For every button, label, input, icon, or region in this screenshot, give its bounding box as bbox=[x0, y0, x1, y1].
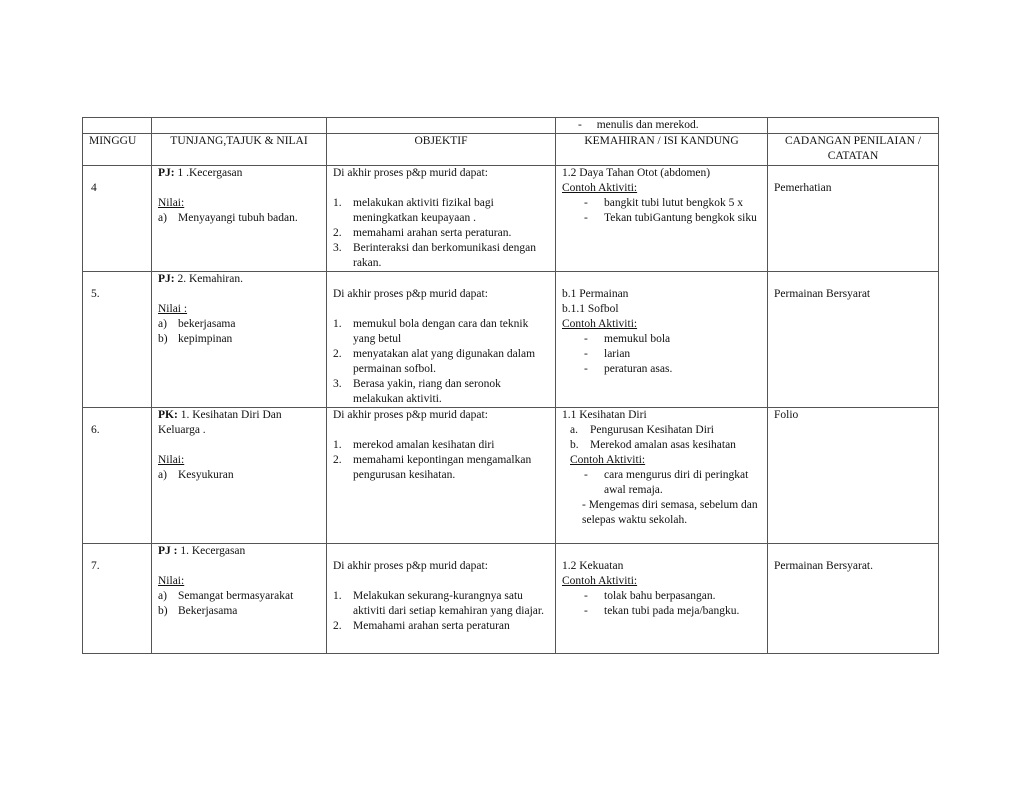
objective-item bbox=[333, 377, 549, 407]
skill-sub-item-number: b. bbox=[570, 439, 579, 451]
week-number: 5. bbox=[91, 288, 100, 300]
objective-item-text: merekod amalan kesihatan diri bbox=[353, 439, 495, 451]
objective-item-number: 2. bbox=[333, 454, 342, 466]
nilai-label: Nilai : bbox=[158, 303, 188, 315]
activity-item-text: tolak bahu berpasangan. bbox=[604, 590, 716, 602]
skill-line: b.1 Permainan bbox=[562, 288, 629, 300]
objective-item-text: Berinteraksi dan berkomunikasi dengan rakan. bbox=[353, 242, 536, 269]
activity-item-number: - bbox=[584, 348, 588, 360]
week-cell bbox=[83, 408, 152, 544]
skill-line: 1.2 Daya Tahan Otot (abdomen) bbox=[562, 167, 711, 179]
lesson-plan-table bbox=[82, 117, 939, 654]
skill-sub-list bbox=[562, 423, 761, 453]
activity-item-text: larian bbox=[604, 348, 631, 360]
activity-item-text: memukul bola bbox=[604, 333, 671, 345]
header-kemahiran: KEMAHIRAN / ISI KANDUNG bbox=[556, 134, 768, 166]
spacer bbox=[774, 272, 932, 287]
spacer bbox=[158, 559, 320, 574]
spacer bbox=[158, 438, 320, 453]
activity-item bbox=[562, 211, 761, 226]
skill-line: b.1.1 Sofbol bbox=[562, 303, 619, 315]
activity-item bbox=[562, 589, 761, 604]
activity-item-number: - bbox=[584, 197, 588, 209]
nilai-item bbox=[158, 332, 320, 347]
objective-list bbox=[333, 196, 549, 271]
nilai-item bbox=[158, 589, 320, 604]
activity-item bbox=[562, 362, 761, 377]
spacer bbox=[158, 181, 320, 196]
topic-tag: PK: bbox=[158, 409, 178, 421]
objective-item-text: memukul bola dengan cara dan teknik yang betul bbox=[353, 318, 529, 345]
skill-line: 1.1 Kesihatan Diri bbox=[562, 409, 647, 421]
topic-tag: PJ: bbox=[158, 273, 175, 285]
skill-sub-item-number: a. bbox=[570, 424, 578, 436]
topic-cell bbox=[152, 166, 327, 272]
assessment-text: Permainan Bersyarat bbox=[774, 288, 871, 300]
objective-item bbox=[333, 347, 549, 377]
header-minggu: MINGGU bbox=[83, 134, 152, 166]
activity-item-number: - bbox=[584, 590, 588, 602]
objective-item-number: 1. bbox=[333, 318, 342, 330]
objective-item-number: 3. bbox=[333, 242, 342, 254]
header-tunjang: TUNJANG,TAJUK & NILAI bbox=[152, 134, 327, 166]
skill-cell bbox=[556, 272, 768, 408]
objective-intro: Di akhir proses p&p murid dapat: bbox=[333, 288, 488, 300]
activity-item bbox=[562, 604, 761, 619]
cont-text: menulis dan merekod. bbox=[596, 119, 699, 131]
objective-cell bbox=[327, 544, 556, 654]
nilai-item-text: Kesyukuran bbox=[178, 469, 234, 481]
objective-item-number: 1. bbox=[333, 439, 342, 451]
activity-list bbox=[562, 332, 761, 377]
table-body bbox=[83, 166, 939, 654]
table-row bbox=[83, 272, 939, 408]
table-row bbox=[83, 544, 939, 654]
skill-cell bbox=[556, 166, 768, 272]
objective-item-text: Berasa yakin, riang dan seronok melakukan aktiviti. bbox=[353, 378, 501, 405]
activity-item-number: - bbox=[584, 333, 588, 345]
activity-item-text: cara mengurus diri di peringkat awal remaja. bbox=[604, 469, 749, 496]
spacer bbox=[774, 544, 932, 559]
activity-item-number: - bbox=[584, 212, 588, 224]
activity-item-text: peraturan asas. bbox=[604, 363, 673, 375]
nilai-item-text: kepimpinan bbox=[178, 333, 233, 345]
objective-item-text: menyatakan alat yang digunakan dalam permainan sofbol. bbox=[353, 348, 536, 375]
nilai-item-number: b) bbox=[158, 605, 168, 617]
objective-item bbox=[333, 619, 549, 634]
objective-item bbox=[333, 226, 549, 241]
nilai-list bbox=[158, 468, 320, 483]
nilai-item bbox=[158, 317, 320, 332]
objective-intro: Di akhir proses p&p murid dapat: bbox=[333, 167, 488, 179]
objective-item-number: 2. bbox=[333, 620, 342, 632]
nilai-item-number: a) bbox=[158, 212, 167, 224]
objective-item-text: memahami arahan serta peraturan. bbox=[353, 227, 512, 239]
objective-item-number: 2. bbox=[333, 348, 342, 360]
activity-extra: - Mengemas diri semasa, sebelum dan selepas waktu sekolah. bbox=[582, 499, 758, 526]
spacer bbox=[333, 272, 549, 287]
objective-item-number: 2. bbox=[333, 227, 342, 239]
activity-list bbox=[562, 196, 761, 226]
cont-cell-4 bbox=[556, 118, 768, 134]
week-number: 6. bbox=[91, 424, 100, 436]
assessment-text: Pemerhatian bbox=[774, 182, 832, 194]
activity-item-text: Tekan tubiGantung bengkok siku bbox=[604, 212, 757, 224]
objective-cell bbox=[327, 166, 556, 272]
cont-cell-2 bbox=[152, 118, 327, 134]
topic-name: 1. Kecergasan bbox=[177, 545, 246, 557]
activity-list bbox=[562, 468, 761, 498]
activity-item bbox=[562, 347, 761, 362]
week-cell bbox=[83, 272, 152, 408]
objective-item bbox=[333, 453, 549, 483]
skill-line: 1.2 Kekuatan bbox=[562, 560, 624, 572]
topic-cell bbox=[152, 408, 327, 544]
nilai-item-number: a) bbox=[158, 469, 167, 481]
nilai-item-number: b) bbox=[158, 333, 168, 345]
assessment-cell bbox=[768, 544, 939, 654]
activity-item bbox=[562, 196, 761, 211]
nilai-item-text: Bekerjasama bbox=[178, 605, 238, 617]
nilai-list bbox=[158, 589, 320, 619]
cont-cell-3 bbox=[327, 118, 556, 134]
spacer bbox=[562, 544, 761, 559]
objective-item bbox=[333, 317, 549, 347]
objective-intro: Di akhir proses p&p murid dapat: bbox=[333, 409, 488, 421]
nilai-item-text: Menyayangi tubuh badan. bbox=[178, 212, 298, 224]
week-cell bbox=[83, 544, 152, 654]
spacer bbox=[333, 181, 549, 196]
header-cadangan: CADANGAN PENILAIAN / CATATAN bbox=[768, 134, 939, 166]
header-row bbox=[83, 134, 939, 166]
nilai-label: Nilai: bbox=[158, 575, 185, 587]
assessment-cell bbox=[768, 408, 939, 544]
objective-intro: Di akhir proses p&p murid dapat: bbox=[333, 560, 488, 572]
contoh-label: Contoh Aktiviti: bbox=[562, 182, 638, 194]
objective-cell bbox=[327, 272, 556, 408]
activity-item-text: bangkit tubi lutut bengkok 5 x bbox=[604, 197, 743, 209]
assessment-text: Permainan Bersyarat. bbox=[774, 560, 873, 572]
activity-list bbox=[562, 589, 761, 619]
objective-item-text: Melakukan sekurang-kurangnya satu aktiviti dari setiap kemahiran yang diajar. bbox=[353, 590, 544, 617]
continuation-row bbox=[83, 118, 939, 134]
topic-title bbox=[158, 408, 320, 423]
spacer bbox=[333, 302, 549, 317]
objective-item-number: 1. bbox=[333, 197, 342, 209]
table-row bbox=[83, 408, 939, 544]
nilai-item-text: bekerjasama bbox=[178, 318, 236, 330]
topic-cell bbox=[152, 272, 327, 408]
nilai-item bbox=[158, 604, 320, 619]
nilai-label: Nilai: bbox=[158, 197, 185, 209]
spacer bbox=[333, 574, 549, 589]
contoh-label: Contoh Aktiviti: bbox=[570, 454, 646, 466]
assessment-cell bbox=[768, 272, 939, 408]
objective-item-text: memahami kepontingan mengamalkan pengurusan kesihatan. bbox=[353, 454, 532, 481]
contoh-label: Contoh Aktiviti: bbox=[562, 318, 638, 330]
objective-item-number: 3. bbox=[333, 378, 342, 390]
activity-item-text: tekan tubi pada meja/bangku. bbox=[604, 605, 740, 617]
activity-item-number: - bbox=[584, 363, 588, 375]
nilai-item bbox=[158, 211, 320, 226]
topic-cell bbox=[152, 544, 327, 654]
spacer bbox=[774, 166, 932, 181]
objective-list bbox=[333, 589, 549, 634]
activity-item-number: - bbox=[584, 605, 588, 617]
week-number: 4 bbox=[91, 182, 97, 194]
topic-name: 1. Kesihatan Diri Dan bbox=[177, 409, 282, 421]
activity-item bbox=[562, 468, 761, 498]
skill-sub-item-text: Pengurusan Kesihatan Diri bbox=[590, 424, 714, 436]
week-number: 7. bbox=[91, 560, 100, 572]
topic-title bbox=[158, 166, 320, 181]
objective-cell bbox=[327, 408, 556, 544]
skill-sub-item-text: Merekod amalan asas kesihatan bbox=[590, 439, 736, 451]
spacer bbox=[333, 423, 549, 438]
assessment-cell bbox=[768, 166, 939, 272]
skill-cell bbox=[556, 544, 768, 654]
nilai-list bbox=[158, 317, 320, 347]
activity-item-number: - bbox=[584, 469, 588, 481]
nilai-item-number: a) bbox=[158, 590, 167, 602]
cont-dash: - bbox=[578, 119, 582, 131]
activity-item bbox=[562, 332, 761, 347]
skill-sub-item bbox=[570, 423, 761, 438]
cont-cell-5 bbox=[768, 118, 939, 134]
contoh-label: Contoh Aktiviti: bbox=[562, 575, 638, 587]
nilai-item-text: Semangat bermasyarakat bbox=[178, 590, 294, 602]
topic-tag: PJ: bbox=[158, 167, 175, 179]
objective-list bbox=[333, 317, 549, 407]
spacer bbox=[158, 287, 320, 302]
objective-item bbox=[333, 241, 549, 271]
nilai-list bbox=[158, 211, 320, 226]
objective-item bbox=[333, 438, 549, 453]
objective-item-text: melakukan aktiviti fizikal bagi meningkatkan keupayaan . bbox=[353, 197, 494, 224]
topic-name-cont: Keluarga . bbox=[158, 424, 206, 436]
topic-name: 1 .Kecergasan bbox=[174, 167, 243, 179]
skill-cell bbox=[556, 408, 768, 544]
objective-item-text: Memahami arahan serta peraturan bbox=[353, 620, 510, 632]
header-objektif: OBJEKTIF bbox=[327, 134, 556, 166]
nilai-label: Nilai: bbox=[158, 454, 185, 466]
topic-name: 2. Kemahiran. bbox=[174, 273, 243, 285]
table-row bbox=[83, 166, 939, 272]
objective-item-number: 1. bbox=[333, 590, 342, 602]
week-cell bbox=[83, 166, 152, 272]
topic-title bbox=[158, 544, 320, 559]
topic-tag: PJ : bbox=[158, 545, 178, 557]
nilai-item bbox=[158, 468, 320, 483]
spacer bbox=[333, 544, 549, 559]
nilai-item-number: a) bbox=[158, 318, 167, 330]
cont-cell-1 bbox=[83, 118, 152, 134]
topic-title bbox=[158, 272, 320, 287]
objective-list bbox=[333, 438, 549, 483]
skill-sub-item bbox=[570, 438, 761, 453]
spacer bbox=[562, 272, 761, 287]
objective-item bbox=[333, 589, 549, 619]
assessment-text: Folio bbox=[774, 409, 799, 421]
objective-item bbox=[333, 196, 549, 226]
